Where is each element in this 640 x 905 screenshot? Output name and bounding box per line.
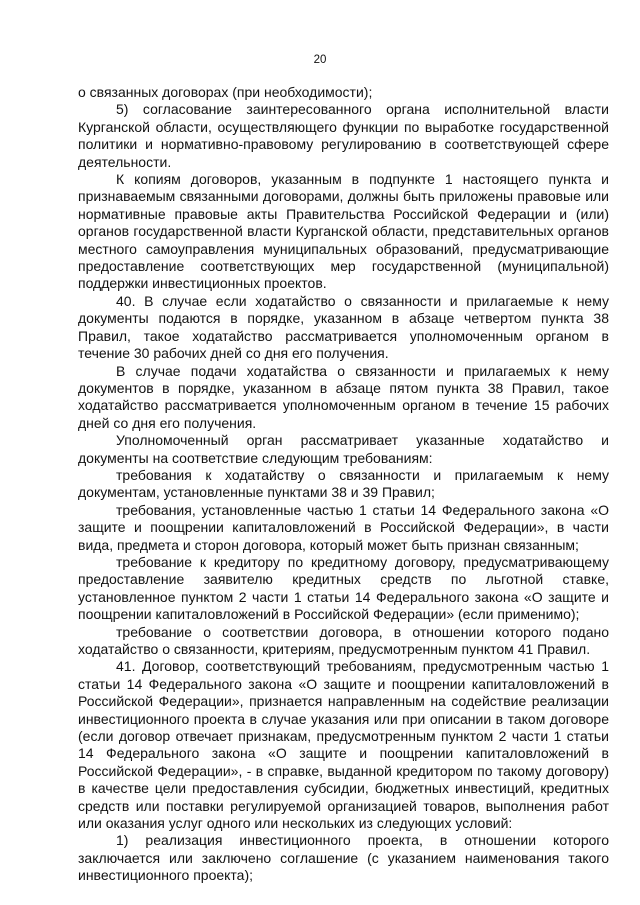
- paragraph: 41. Договор, соответствующий требованиям, предусмотренным частью 1 статьи 14 Федерального закона «О защите и поощрении капиталовложений в Российской Федерации», признается направленным на содействие реализации инвестиционного проекта в случае указания или при описании в таком договоре (если договор отвечает признакам, предусмотренным пунктом 2 части 1 статьи 14 Федерального закона «О защите и поощрении капиталовложений в Российской Федерации», - в справке, выданной кредитором по такому договору) в качестве цели предоставления субсидии, бюджетных инвестиций, кредитных средств или поставки регулируемой организацией товаров, выполнения работ или оказания услуг одного или нескольких из следующих условий:: [78, 658, 609, 832]
- paragraph: К копиям договоров, указанным в подпункте 1 настоящего пункта и признаваемым связанными договорами, должны быть приложены правовые или нормативные правовые акты Правительства Российской Федерации и (или) органов государственной власти Курганской области, представительных органов местного самоуправления муниципальных образований, предусматривающие предоставление соответствующих мер государственной (муниципальной) поддержки инвестиционных проектов.: [78, 171, 609, 292]
- paragraph: требование о соответствии договора, в отношении которого подано ходатайство о связанности, критериям, предусмотренным пунктом 41 Правил.: [78, 623, 609, 657]
- paragraph: Уполномоченный орган рассматривает указанные ходатайство и документы на соответствие следующим требованиям:: [78, 432, 609, 466]
- paragraph: о связанных договорах (при необходимости);: [78, 84, 373, 100]
- paragraph: требования, установленные частью 1 статьи 14 Федерального закона «О защите и поощрении капиталовложений в Российской Федерации», в части вида, предмета и сторон договора, который может быть признан связанным;: [78, 501, 609, 553]
- paragraph: требование к кредитору по кредитному договору, предусматривающему предоставление заявителю кредитных средств по льготной ставке, установленное пунктом 2 части 1 статьи 14 Федерального закона «О защите и поощрении капиталовложений в Российской Федерации» (если применимо);: [78, 553, 609, 623]
- document-body: [78, 84, 609, 885]
- paragraph: В случае подачи ходатайства о связанности и прилагаемых к нему документов в порядке, указанном в абзаце пятом пункта 38 Правил, такое ходатайство рассматривается уполномоченным органом в течение 15 рабочих дней со дня его получения.: [78, 362, 609, 431]
- paragraph: 5) согласование заинтересованного органа исполнительной власти Курганской области, осуществляющего функции по выработке государственной политики и нормативно-правовому регулированию в соответствующей сфере деятельности.: [78, 101, 609, 170]
- paragraph: 1) реализация инвестиционного проекта, в отношении которого заключается или заключено соглашение (с указанием наименования такого инвестиционного проекта);: [78, 832, 609, 884]
- paragraph: требования к ходатайству о связанности и прилагаемым к нему документам, установленные пунктами 38 и 39 Правил;: [78, 466, 609, 501]
- page-number: 20: [313, 54, 327, 66]
- paragraph: 40. В случае если ходатайство о связанности и прилагаемые к нему документы подаются в порядке, указанном в абзаце четвертом пункта 38 Правил, такое ходатайство рассматривается уполномоченным органом в течение 30 рабочих дней со дня его получения.: [78, 292, 609, 362]
